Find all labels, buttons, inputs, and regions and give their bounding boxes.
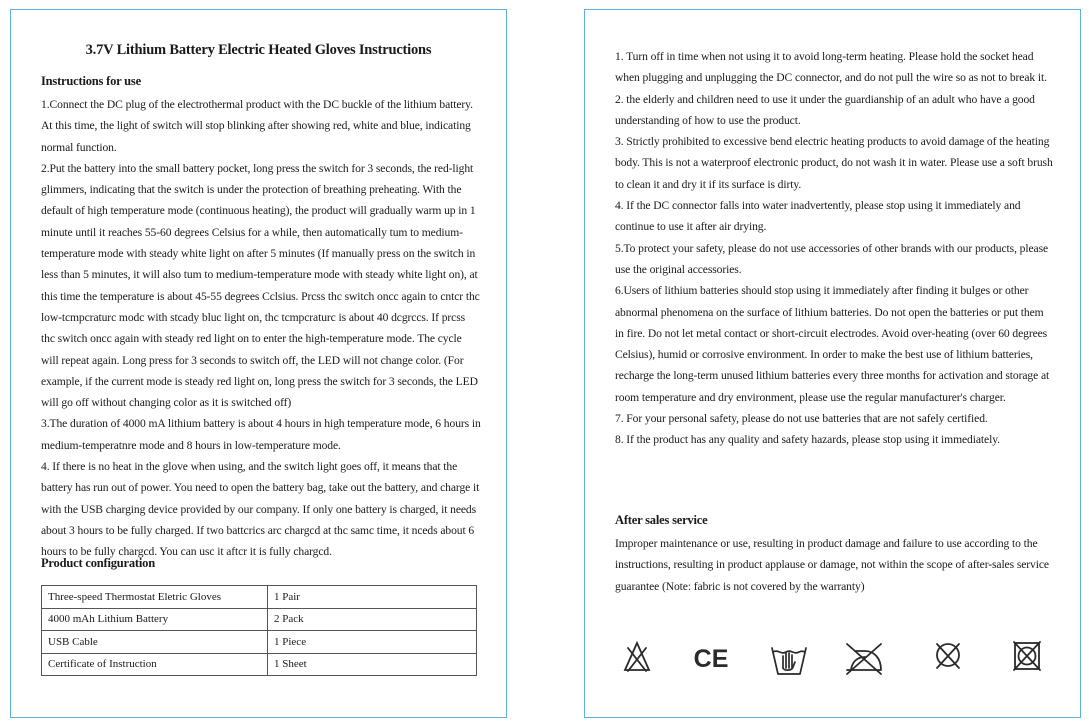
- table-row: [42, 608, 477, 631]
- no-dry-clean-icon: [933, 640, 963, 672]
- no-iron-icon: [843, 640, 885, 676]
- instruction-item: 1.Connect the DC plug of the electrothermal product with the DC buckle of the lithium battery. At this time, the light of switch will stop blinking after showing red, white and blue, indicating normal function.: [41, 98, 473, 154]
- table-row: [42, 653, 477, 676]
- safety-note: 6.Users of lithium batteries should stop using it immediately after finding it bulges or other abnormal phenomena on the surface of lithium batteries. Do not open the batteries or put them in fire. Do not let metal contact or short-circuit electrodes. Avoid over-heating (over 60 degrees Celsius), humid or corrosive environment. In order to make the best use of lithium batteries, recharge the long-term unused lithium batteries every three months for activation and storage at room temperature and dry environment, please use the regular manufacturer's charger.: [615, 284, 1050, 404]
- config-qty: 2 Pack: [268, 608, 477, 631]
- no-bleach-icon: [622, 640, 652, 674]
- safety-notes-list: [615, 46, 1055, 451]
- ce-mark-icon: [694, 640, 728, 674]
- table-row: [42, 586, 477, 609]
- config-qty: 1 Pair: [268, 586, 477, 609]
- instruction-item: 3.The duration of 4000 mA lithium battery is about 4 hours in high temperature mode, 6 hours in medium-temperatnre mode and 8 hours in low-temperature mode.: [41, 417, 481, 452]
- config-item: Three-speed Thermostat Eletric Gloves: [42, 586, 268, 609]
- hand-wash-icon: [770, 640, 808, 678]
- left-page: [10, 9, 507, 718]
- config-qty: 1 Piece: [268, 631, 477, 654]
- aftersales-paragraph: Improper maintenance or use, resulting in product damage and failure to use according to the instructions, resulting in product applause or damage, not within the scope of after-sales service guarantee (Note: fabric is not covered by the warranty): [615, 537, 1049, 593]
- safety-note: 3. Strictly prohibited to excessive bend electric heating products to avoid damage of the heating body. This is not a waterproof electronic product, do not wash it in water. Please use a soft brush to clean it and dry it if its surface is dirty.: [615, 135, 1053, 191]
- instruction-item: 4. If there is no heat in the glove when using, and the switch light goes off, it means that the battery has run out of power. You need to open the battery bag, take out the battery, and charge it with the USB charging device provided by our company. If only one battery is charged, it needs about 3 hours to be fully charged. If two battcrics arc chargcd at thc samc time, it nceds about 6 hours to be fully chargcd. You can usc it aftcr it is fully chargcd.: [41, 460, 480, 559]
- safety-note: 7. For your personal safety, please do not use batteries that are not safely certified.: [615, 412, 988, 426]
- safety-note: 2. the elderly and children need to use it under the guardianship of an adult who have a good understanding of how to use the product.: [615, 92, 1035, 127]
- no-tumble-dry-icon: [1012, 640, 1042, 672]
- config-item: USB Cable: [42, 631, 268, 654]
- care-icons-row: [615, 640, 1055, 688]
- config-table: [41, 585, 477, 676]
- safety-note: 1. Turn off in time when not using it to avoid long-term heating. Please hold the socket head when plugging and unplugging the DC connector, and do not pull the wire so as not to break it.: [615, 50, 1047, 85]
- config-qty: 1 Sheet: [268, 653, 477, 676]
- safety-note: 4. If the DC connector falls into water inadvertently, please stop using it immediately and continue to use it after air drying.: [615, 199, 1021, 234]
- config-item: 4000 mAh Lithium Battery: [42, 608, 268, 631]
- ce-mark-text: CE: [694, 645, 728, 673]
- instruction-item: 2.Put the battery into the small battery pocket, long press the switch for 3 seconds, the red-light glimmers, indicating that the switch is under the protection of breathing preheating. With the default of high temperature mode (continuous heating), the product will gradually warm up in 1 minute until it reaches 55-60 degrees Celsius for a while, then automatically tum to medium-temperature mode with steady white light on after 5 minutes (If manually press on the switch in less than 5 minutes, it will also tum to medium-temperature mode with steady white light on), at this time the temperature is about 45-55 degrees Cclsius. Prcss thc switch oncc again to cntcr thc low-tcmpcraturc modc with stcady bluc light on, thc tcmpcraturc is about 40 dcgrccs. If prcss thc switch oncc again with steady red light on to enter the high-temperature mode. The cycle will repeat again. Long press for 3 seconds to switch off, the LED will not change color. (For example, if the current mode is steady red light on, long press the switch for 3 seconds, the LED will go off without changing color as it is switched off): [41, 161, 480, 410]
- config-heading: Product configuration: [41, 556, 155, 570]
- safety-note: 8. If the product has any quality and safety hazards, please stop using it immediately.: [615, 433, 1000, 447]
- right-page: [584, 9, 1081, 718]
- aftersales-text: [615, 533, 1055, 597]
- document-title: 3.7V Lithium Battery Electric Heated Gloves Instructions: [85, 42, 432, 58]
- table-row: [42, 631, 477, 654]
- aftersales-heading: After sales service: [615, 513, 708, 527]
- safety-note: 5.To protect your safety, please do not use accessories of other brands with our products, please use the original accessories.: [615, 241, 1049, 276]
- instructions-list: [41, 94, 481, 563]
- config-item: Certificate of Instruction: [42, 653, 268, 676]
- instructions-heading: Instructions for use: [41, 74, 141, 88]
